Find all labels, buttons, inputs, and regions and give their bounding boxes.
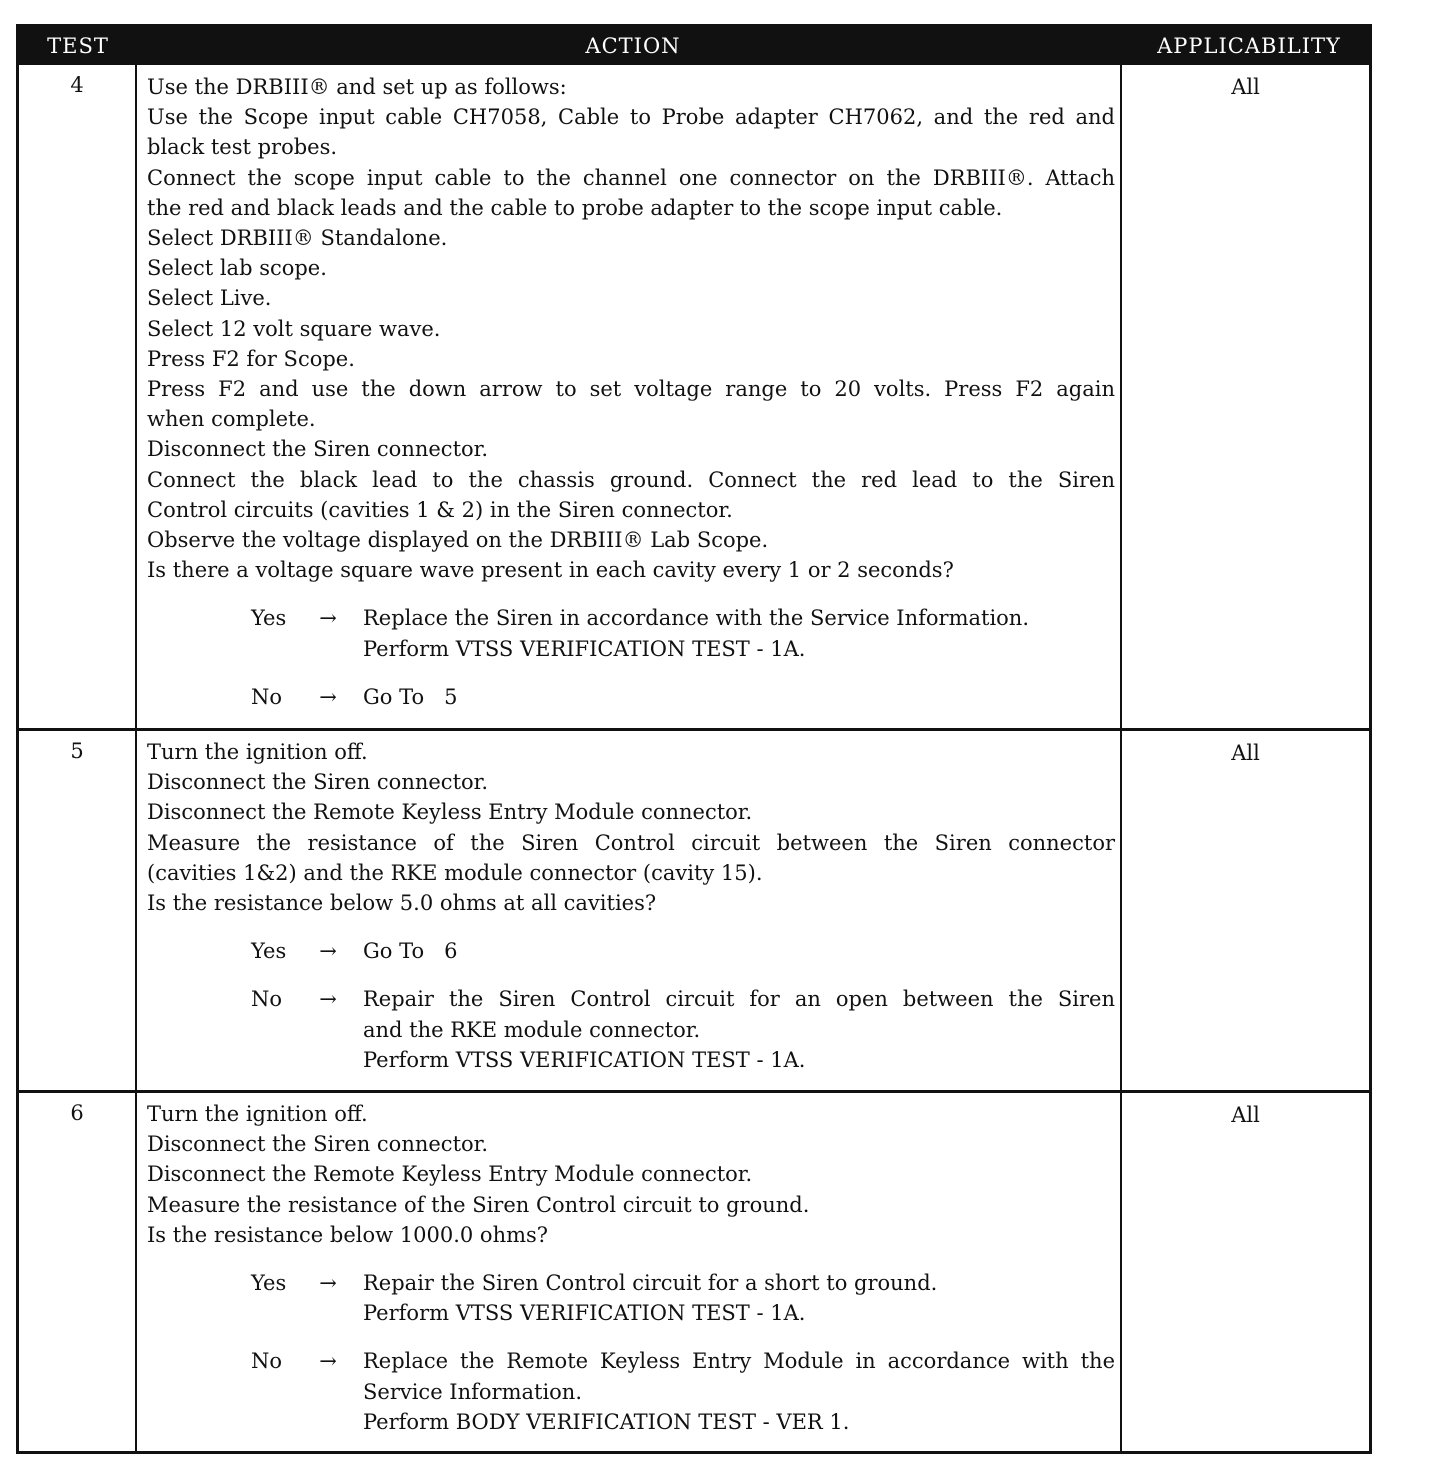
arrow-right-icon: → — [319, 606, 337, 631]
header-applicability: APPLICABILITY — [1157, 34, 1341, 58]
action-cell — [147, 72, 1115, 712]
diagnostic-table — [16, 24, 1372, 1454]
action-line: black test probes. — [147, 135, 338, 160]
action-line: Select Live. — [147, 286, 272, 311]
applicability-value: All — [1231, 741, 1260, 765]
action-line: Measure the resistance of the Siren Control circuit to ground. — [147, 1192, 810, 1217]
table-row-test-6 — [19, 1090, 1369, 1451]
action-line: Select DRBIII® Standalone. — [147, 226, 448, 251]
answer-line: Replace the Siren in accordance with the Service Information. — [363, 606, 1030, 631]
action-line: Connect the black lead to the chassis ground. Connect the red lead to the Siren — [147, 467, 1115, 492]
answer-no — [147, 682, 1115, 712]
applicability-value: All — [1231, 75, 1260, 99]
answer-line: Go To 5 — [363, 684, 458, 709]
applicability-value: All — [1231, 1103, 1260, 1127]
action-line: Is the resistance below 5.0 ohms at all cavities? — [147, 891, 657, 916]
arrow-right-icon: → — [319, 684, 337, 709]
arrow-right-icon: → — [319, 1271, 337, 1296]
action-line: Select 12 volt square wave. — [147, 316, 441, 341]
answer-line: Service Information. — [363, 1379, 583, 1404]
action-line: when complete. — [147, 407, 316, 432]
table-header — [19, 27, 1369, 65]
action-cell — [147, 1099, 1115, 1437]
answer-line: Repair the Siren Control circuit for a short to ground. — [363, 1271, 938, 1296]
action-line: Connect the scope input cable to the channel one connector on the DRBIII®. Attach — [147, 165, 1115, 190]
test-number: 5 — [70, 739, 84, 763]
header-test: TEST — [47, 34, 109, 58]
action-line: Measure the resistance of the Siren Control circuit between the Siren connector — [147, 830, 1115, 855]
action-line: (cavities 1&2) and the RKE module connector (cavity 15). — [147, 860, 763, 885]
answer-label: Yes — [251, 939, 287, 964]
answer-label: No — [251, 987, 283, 1012]
answer-label: Yes — [251, 606, 287, 631]
answer-line: Go To 6 — [363, 939, 458, 964]
answer-line: Replace the Remote Keyless Entry Module in accordance with the — [363, 1349, 1115, 1374]
answer-label: No — [251, 1349, 283, 1374]
table-row-test-4 — [19, 65, 1369, 728]
action-line: Observe the voltage displayed on the DRBIII® Lab Scope. — [147, 528, 769, 553]
table-row-test-5 — [19, 728, 1369, 1090]
action-line: Disconnect the Siren connector. — [147, 1132, 489, 1157]
answer-line: Perform BODY VERIFICATION TEST - VER 1. — [363, 1409, 850, 1434]
test-number: 6 — [70, 1101, 84, 1125]
action-line: Is the resistance below 1000.0 ohms? — [147, 1222, 549, 1247]
answer-label: Yes — [251, 1271, 287, 1296]
answer-no — [147, 1346, 1115, 1437]
answer-line: Perform VTSS VERIFICATION TEST - 1A. — [363, 636, 806, 661]
answer-yes — [147, 1268, 1115, 1328]
action-line: Is there a voltage square wave present in each cavity every 1 or 2 seconds? — [147, 558, 954, 583]
action-line: Control circuits (cavities 1 & 2) in the Siren connector. — [147, 497, 733, 522]
action-line: Disconnect the Remote Keyless Entry Module connector. — [147, 1162, 753, 1187]
action-line: Disconnect the Siren connector. — [147, 437, 489, 462]
answer-yes — [147, 936, 1115, 966]
action-line: Turn the ignition off. — [147, 1102, 368, 1126]
action-line: Disconnect the Remote Keyless Entry Module connector. — [147, 800, 753, 825]
test-number: 4 — [70, 73, 84, 97]
answer-line: Repair the Siren Control circuit for an open between the Siren — [363, 987, 1115, 1012]
action-line: Use the DRBIII® and set up as follows: — [147, 75, 567, 99]
header-action: ACTION — [585, 34, 681, 58]
answer-line: Perform VTSS VERIFICATION TEST - 1A. — [363, 1047, 806, 1072]
action-line: Disconnect the Siren connector. — [147, 770, 489, 795]
action-line: Turn the ignition off. — [147, 740, 368, 764]
answer-line: and the RKE module connector. — [363, 1017, 701, 1042]
action-line: Press F2 for Scope. — [147, 346, 355, 371]
arrow-right-icon: → — [319, 987, 337, 1012]
arrow-right-icon: → — [319, 939, 337, 964]
answer-no — [147, 984, 1115, 1075]
action-cell — [147, 737, 1115, 1075]
action-line: Press F2 and use the down arrow to set voltage range to 20 volts. Press F2 again — [147, 377, 1115, 402]
action-line: the red and black leads and the cable to probe adapter to the scope input cable. — [147, 195, 1003, 220]
action-line: Use the Scope input cable CH7058, Cable to Probe adapter CH7062, and the red and — [147, 105, 1115, 130]
action-line: Select lab scope. — [147, 256, 327, 281]
answer-line: Perform VTSS VERIFICATION TEST - 1A. — [363, 1301, 806, 1326]
arrow-right-icon: → — [319, 1349, 337, 1374]
answer-yes — [147, 603, 1115, 663]
answer-label: No — [251, 684, 283, 709]
